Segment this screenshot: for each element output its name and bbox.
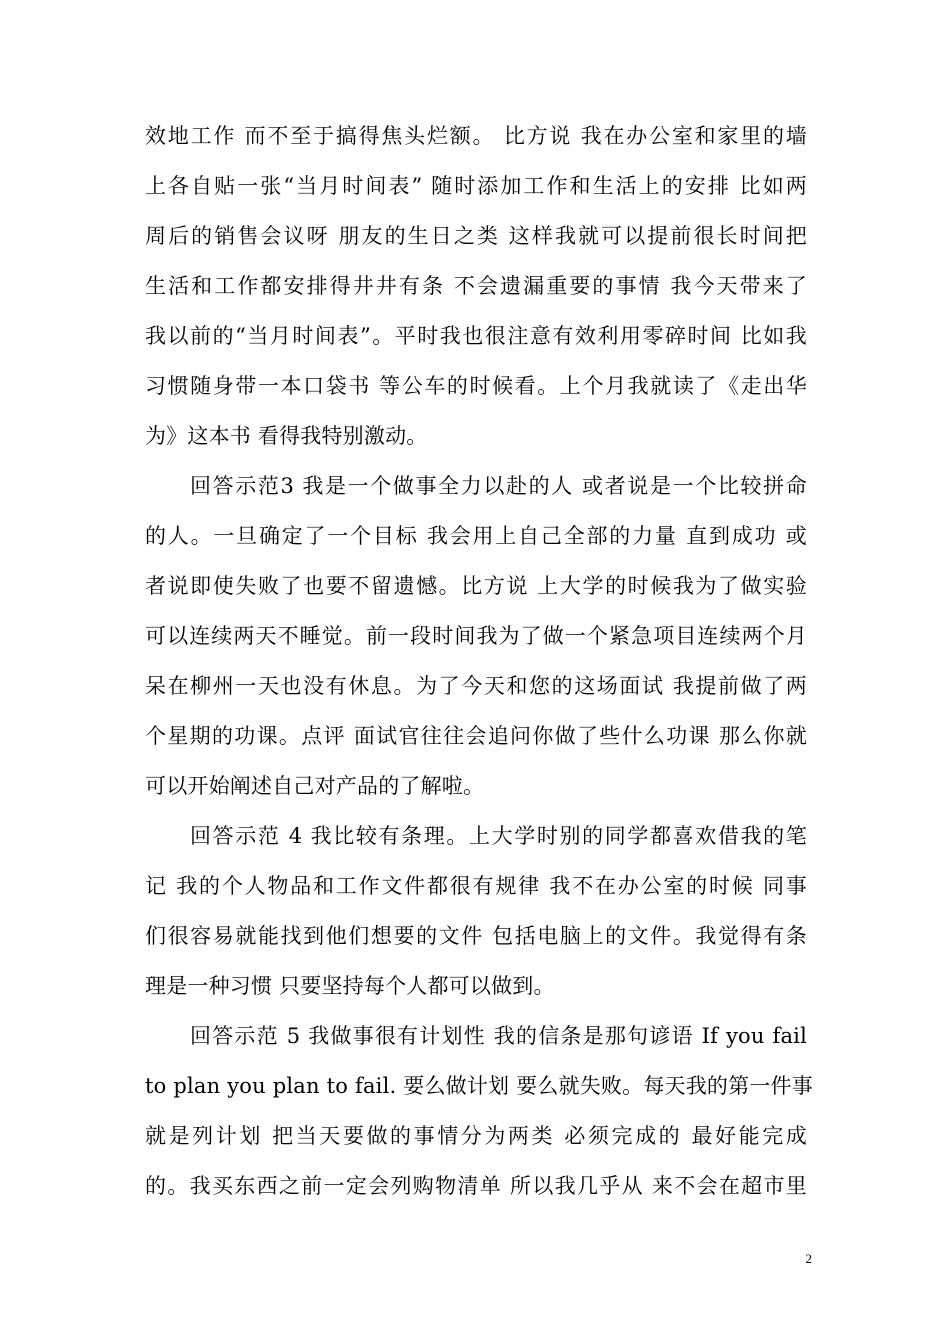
text-line: to plan you plan to fail. 要么做计划 要么就失败。每天我的第一件事 — [145, 1074, 813, 1098]
paragraph-start-line: 回答示范 5 我做事很有计划性 我的信条是那句谚语 If you fail — [190, 1024, 807, 1048]
text-line: 的。我买东西之前一定会列购物清单 所以我几乎从 来不会在超市里 — [145, 1174, 807, 1198]
text-line: 习惯随身带一本口袋书 等公车的时候看。上个月我就读了《走出华 — [145, 374, 807, 398]
text-line: 为》这本书 看得我特别激动。 — [145, 424, 428, 448]
text-line: 者说即使失败了也要不留遗憾。比方说 上大学的时候我为了做实验 — [145, 574, 807, 598]
text-line: 可以开始阐述自己对产品的了解啦。 — [145, 774, 485, 798]
paragraph-start-line: 回答示范3 我是一个做事全力以赴的人 或者说是一个比较拼命 — [190, 474, 807, 498]
text-line: 理是一种习惯 只要坚持每个人都可以做到。 — [145, 974, 555, 998]
text-line: 效地工作 而不至于搞得焦头烂额。 比方说 我在办公室和家里的墙 — [145, 124, 807, 148]
text-line: 可以连续两天不睡觉。前一段时间我为了做一个紧急项目连续两个月 — [145, 624, 807, 648]
paragraph-start-line: 回答示范 4 我比较有条理。上大学时别的同学都喜欢借我的笔 — [190, 824, 807, 848]
text-line: 们很容易就能找到他们想要的文件 包括电脑上的文件。我觉得有条 — [145, 924, 807, 948]
text-line: 我以前的“当月时间表”。平时我也很注意有效利用零碎时间 比如我 — [145, 324, 807, 348]
text-line: 周后的销售会议呀 朋友的生日之类 这样我就可以提前很长时间把 — [145, 224, 807, 248]
text-line: 的人。一旦确定了一个目标 我会用上自己全部的力量 直到成功 或 — [145, 524, 807, 548]
text-line: 个星期的功课。点评 面试官往往会追问你做了些什么功课 那么你就 — [145, 724, 807, 748]
text-line: 上各自贴一张“当月时间表” 随时添加工作和生活上的安排 比如两 — [145, 174, 807, 198]
page-number: 2 — [805, 1251, 812, 1266]
text-line: 就是列计划 把当天要做的事情分为两类 必须完成的 最好能完成 — [145, 1124, 807, 1148]
text-line: 记 我的个人物品和工作文件都很有规律 我不在办公室的时候 同事 — [145, 874, 807, 898]
text-line: 生活和工作都安排得井井有条 不会遗漏重要的事情 我今天带来了 — [145, 274, 807, 298]
text-line: 呆在柳州一天也没有休息。为了今天和您的这场面试 我提前做了两 — [145, 674, 807, 698]
